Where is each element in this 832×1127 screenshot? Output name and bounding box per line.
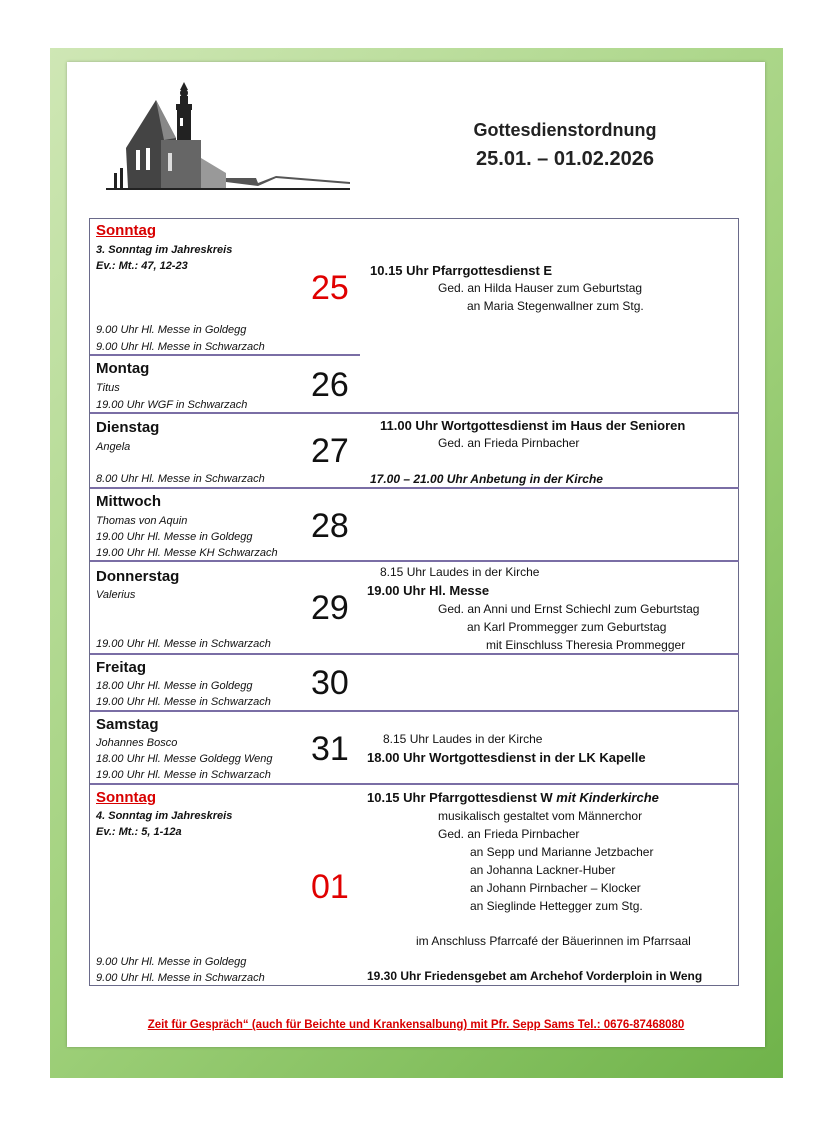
day-name-thursday: Donnerstag	[96, 568, 180, 585]
sunday-title: 3. Sonntag im Jahreskreis	[96, 244, 233, 256]
church-illustration	[106, 78, 350, 202]
day-name-tuesday: Dienstag	[96, 419, 160, 436]
gospel-reading: Ev.: Mt.: 5, 1-12a	[96, 826, 182, 838]
mass-entry: 19.00 Uhr Hl. Messe in Schwarzach	[96, 638, 271, 650]
event-entry: an Karl Prommegger zum Geburtstag	[467, 620, 667, 634]
mass-entry: 9.00 Uhr Hl. Messe in Schwarzach	[96, 972, 265, 984]
mass-entry: 9.00 Uhr Hl. Messe in Goldegg	[96, 956, 247, 968]
day-name-saturday: Samstag	[96, 716, 159, 733]
date-number: 26	[311, 366, 349, 404]
event-entry: 17.00 – 21.00 Uhr Anbetung in der Kirche	[370, 472, 603, 486]
event-entry: Ged. an Frieda Pirnbacher	[438, 827, 580, 841]
mass-entry: 19.00 Uhr Hl. Messe KH Schwarzach	[96, 547, 278, 559]
row-divider	[90, 783, 739, 785]
day-name-wednesday: Mittwoch	[96, 493, 161, 510]
date-range: 25.01. – 01.02.2026	[476, 148, 654, 170]
day-name-sunday: Sonntag	[96, 222, 156, 239]
row-divider	[90, 653, 739, 655]
event-entry: Ged. an Anni und Ernst Schiechl zum Geburtstag	[438, 602, 700, 616]
event-entry: Ged. an Frieda Pirnbacher	[438, 436, 580, 450]
event-entry: 19.30 Uhr Friedensgebet am Archehof Vorderploin in Weng	[367, 969, 703, 983]
mass-entry: 19.00 Uhr Hl. Messe in Schwarzach	[96, 769, 271, 781]
saint-name: Thomas von Aquin	[96, 515, 188, 527]
date-number: 30	[311, 664, 349, 702]
event-entry: Ged. an Hilda Hauser zum Geburtstag	[438, 281, 643, 295]
date-number: 01	[311, 868, 349, 906]
mass-entry: 19.00 Uhr Hl. Messe in Goldegg	[96, 531, 253, 543]
event-entry	[367, 790, 659, 805]
page-title: Gottesdienstordnung	[473, 120, 657, 140]
event-entry: 19.00 Uhr Hl. Messe	[367, 583, 490, 598]
event-entry: im Anschluss Pfarrcafé der Bäuerinnen im Pfarrsaal	[416, 934, 691, 948]
row-divider	[90, 487, 739, 489]
event-entry: mit Einschluss Theresia Prommegger	[486, 638, 686, 652]
mass-entry: 18.00 Uhr Hl. Messe in Goldegg	[96, 680, 253, 692]
event-entry: an Johann Pirnbacher – Klocker	[470, 881, 641, 895]
event-entry: 18.00 Uhr Wortgottesdienst in der LK Kapelle	[367, 750, 646, 765]
mass-entry: 9.00 Uhr Hl. Messe in Schwarzach	[96, 341, 265, 353]
row-divider	[90, 354, 360, 356]
date-number: 31	[311, 730, 349, 768]
date-number: 25	[311, 269, 349, 307]
mass-entry: 9.00 Uhr Hl. Messe in Goldegg	[96, 324, 247, 336]
saint-name: Angela	[96, 441, 131, 453]
saint-name: Titus	[96, 382, 120, 394]
mass-entry: 19.00 Uhr WGF in Schwarzach	[96, 399, 248, 411]
event-main-extra: mit Kinderkirche	[556, 790, 659, 805]
day-name-sunday: Sonntag	[96, 789, 156, 806]
event-entry: musikalisch gestaltet vom Männerchor	[438, 809, 643, 823]
event-entry: 8.15 Uhr Laudes in der Kirche	[380, 565, 540, 579]
row-divider	[90, 560, 739, 562]
contact-footer: Zeit für Gespräch“ (auch für Beichte und Krankensalbung) mit Pfr. Sepp Sams Tel.: 0676-87468080	[147, 1019, 685, 1031]
event-entry: 10.15 Uhr Pfarrgottesdienst E	[370, 263, 553, 278]
day-name-monday: Montag	[96, 360, 150, 377]
event-entry: 11.00 Uhr Wortgottesdienst im Haus der Senioren	[380, 418, 686, 433]
date-number: 27	[311, 432, 349, 470]
mass-entry: 8.00 Uhr Hl. Messe in Schwarzach	[96, 473, 265, 485]
event-entry: an Sepp und Marianne Jetzbacher	[470, 845, 654, 859]
event-entry: an Maria Stegenwallner zum Stg.	[467, 299, 644, 313]
row-divider	[90, 710, 739, 712]
mass-entry: 18.00 Uhr Hl. Messe Goldegg Weng	[96, 753, 273, 765]
event-entry: 8.15 Uhr Laudes in der Kirche	[383, 732, 543, 746]
day-name-friday: Freitag	[96, 659, 147, 676]
row-divider	[90, 412, 739, 414]
date-number: 29	[311, 589, 349, 627]
event-entry: an Johanna Lackner-Huber	[470, 863, 616, 877]
date-number: 28	[311, 507, 349, 545]
mass-entry: 19.00 Uhr Hl. Messe in Schwarzach	[96, 696, 271, 708]
gospel-reading: Ev.: Mt.: 47, 12-23	[96, 260, 188, 272]
sunday-title: 4. Sonntag im Jahreskreis	[96, 810, 233, 822]
saint-name: Johannes Bosco	[96, 737, 178, 749]
event-main: 10.15 Uhr Pfarrgottesdienst W	[367, 790, 553, 805]
saint-name: Valerius	[96, 589, 136, 601]
event-entry: an Sieglinde Hettegger zum Stg.	[470, 899, 643, 913]
